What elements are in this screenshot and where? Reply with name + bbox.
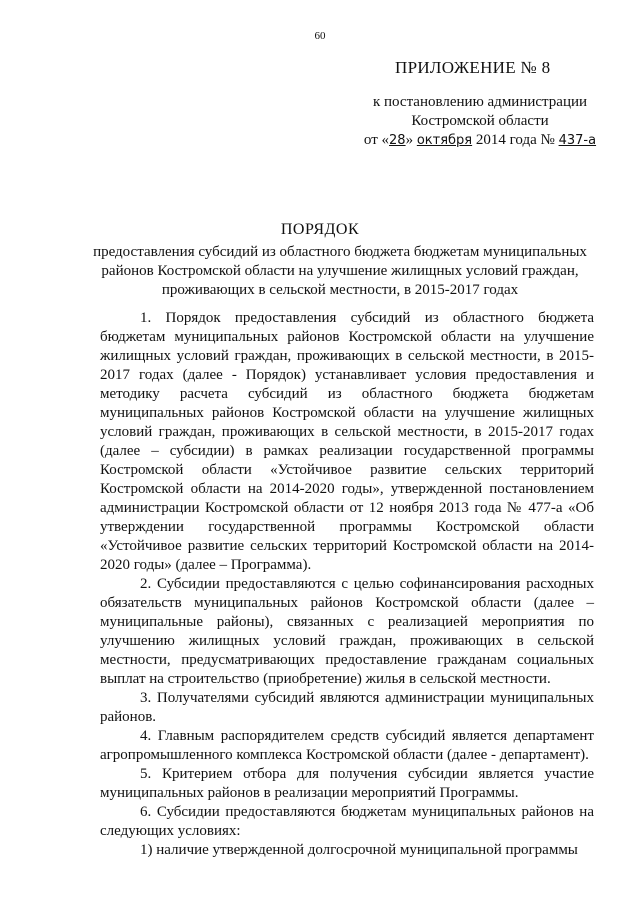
appendix-heading: ПРИЛОЖЕНИЕ № 8 [395,58,551,77]
date-mid: » [405,132,417,148]
document-number: 437-а [558,133,597,148]
date-prefix: от « [363,132,390,148]
date-year: 2014 года № [472,132,559,148]
resolution-line-1: к постановлению администрации [372,94,588,110]
resolution-reference [330,93,630,150]
date-day: 28 [389,133,406,148]
paragraph-4: 4. Главным распорядителем средств субсидий является департамент агропромышленного комплекса Костромской области (далее - департамент). [100,728,594,763]
resolution-line-2: Костромской области [411,113,549,129]
document-body [100,309,594,860]
page-number: 60 [314,30,326,42]
paragraph-2: 2. Субсидии предоставляются с целью софинансирования расходных обязательств муниципальных районов Костромской области (далее – муниципальные районы), связанных с реализацией мероприятия по улучшению жилищных условий граждан, проживающих в сельской местности, предусматривающих предоставление гражданам социальных выплат на строительство (приобретение) жилья в сельской местности. [100,576,594,687]
paragraph-6-1: 1) наличие утвержденной долгосрочной муниципальной программы [140,842,578,858]
document-subtitle: предоставления субсидий из областного бюджета бюджетам муниципальных районов Костромской области на улучшение жилищных условий граждан, проживающих в сельской местности, в 2015-2017 годах [93,244,587,298]
paragraph-3: 3. Получателями субсидий являются администрации муниципальных районов. [100,690,594,725]
resolution-date-line [330,131,630,150]
paragraph-1: 1. Порядок предоставления субсидий из областного бюджета бюджетам муниципальных районов Костромской области на улучшение жилищных условий граждан, проживающих в сельской местности, в 2015-2017 годах (далее - Порядок) устанавливает условия предоставления и методику расчета субсидий из областного бюджета бюджетам муниципальных районов Костромской области на улучшение жилищных условий граждан, проживающих в сельской местности, в 2015-2017 годах (далее – субсидии) в рамках реализации государственной программы Костромской области «Устойчивое развитие сельских территорий Костромской области на 2014-2020 годы», утвержденной постановлением администрации Костромской области от 12 ноября 2013 года № 477-а «Об утверждении государственной программы Костромской области «Устойчивое развитие сельских территорий Костромской области на 2014-2020 годы» (далее – Программа). [100,310,594,573]
date-month: октября [416,133,473,148]
document-title: ПОРЯДОК [280,221,360,238]
paragraph-5: 5. Критерием отбора для получения субсидии является участие муниципальных районов в реализации мероприятий Программы. [100,766,594,801]
paragraph-6: 6. Субсидии предоставляются бюджетам муниципальных районов на следующих условиях: [100,804,594,839]
